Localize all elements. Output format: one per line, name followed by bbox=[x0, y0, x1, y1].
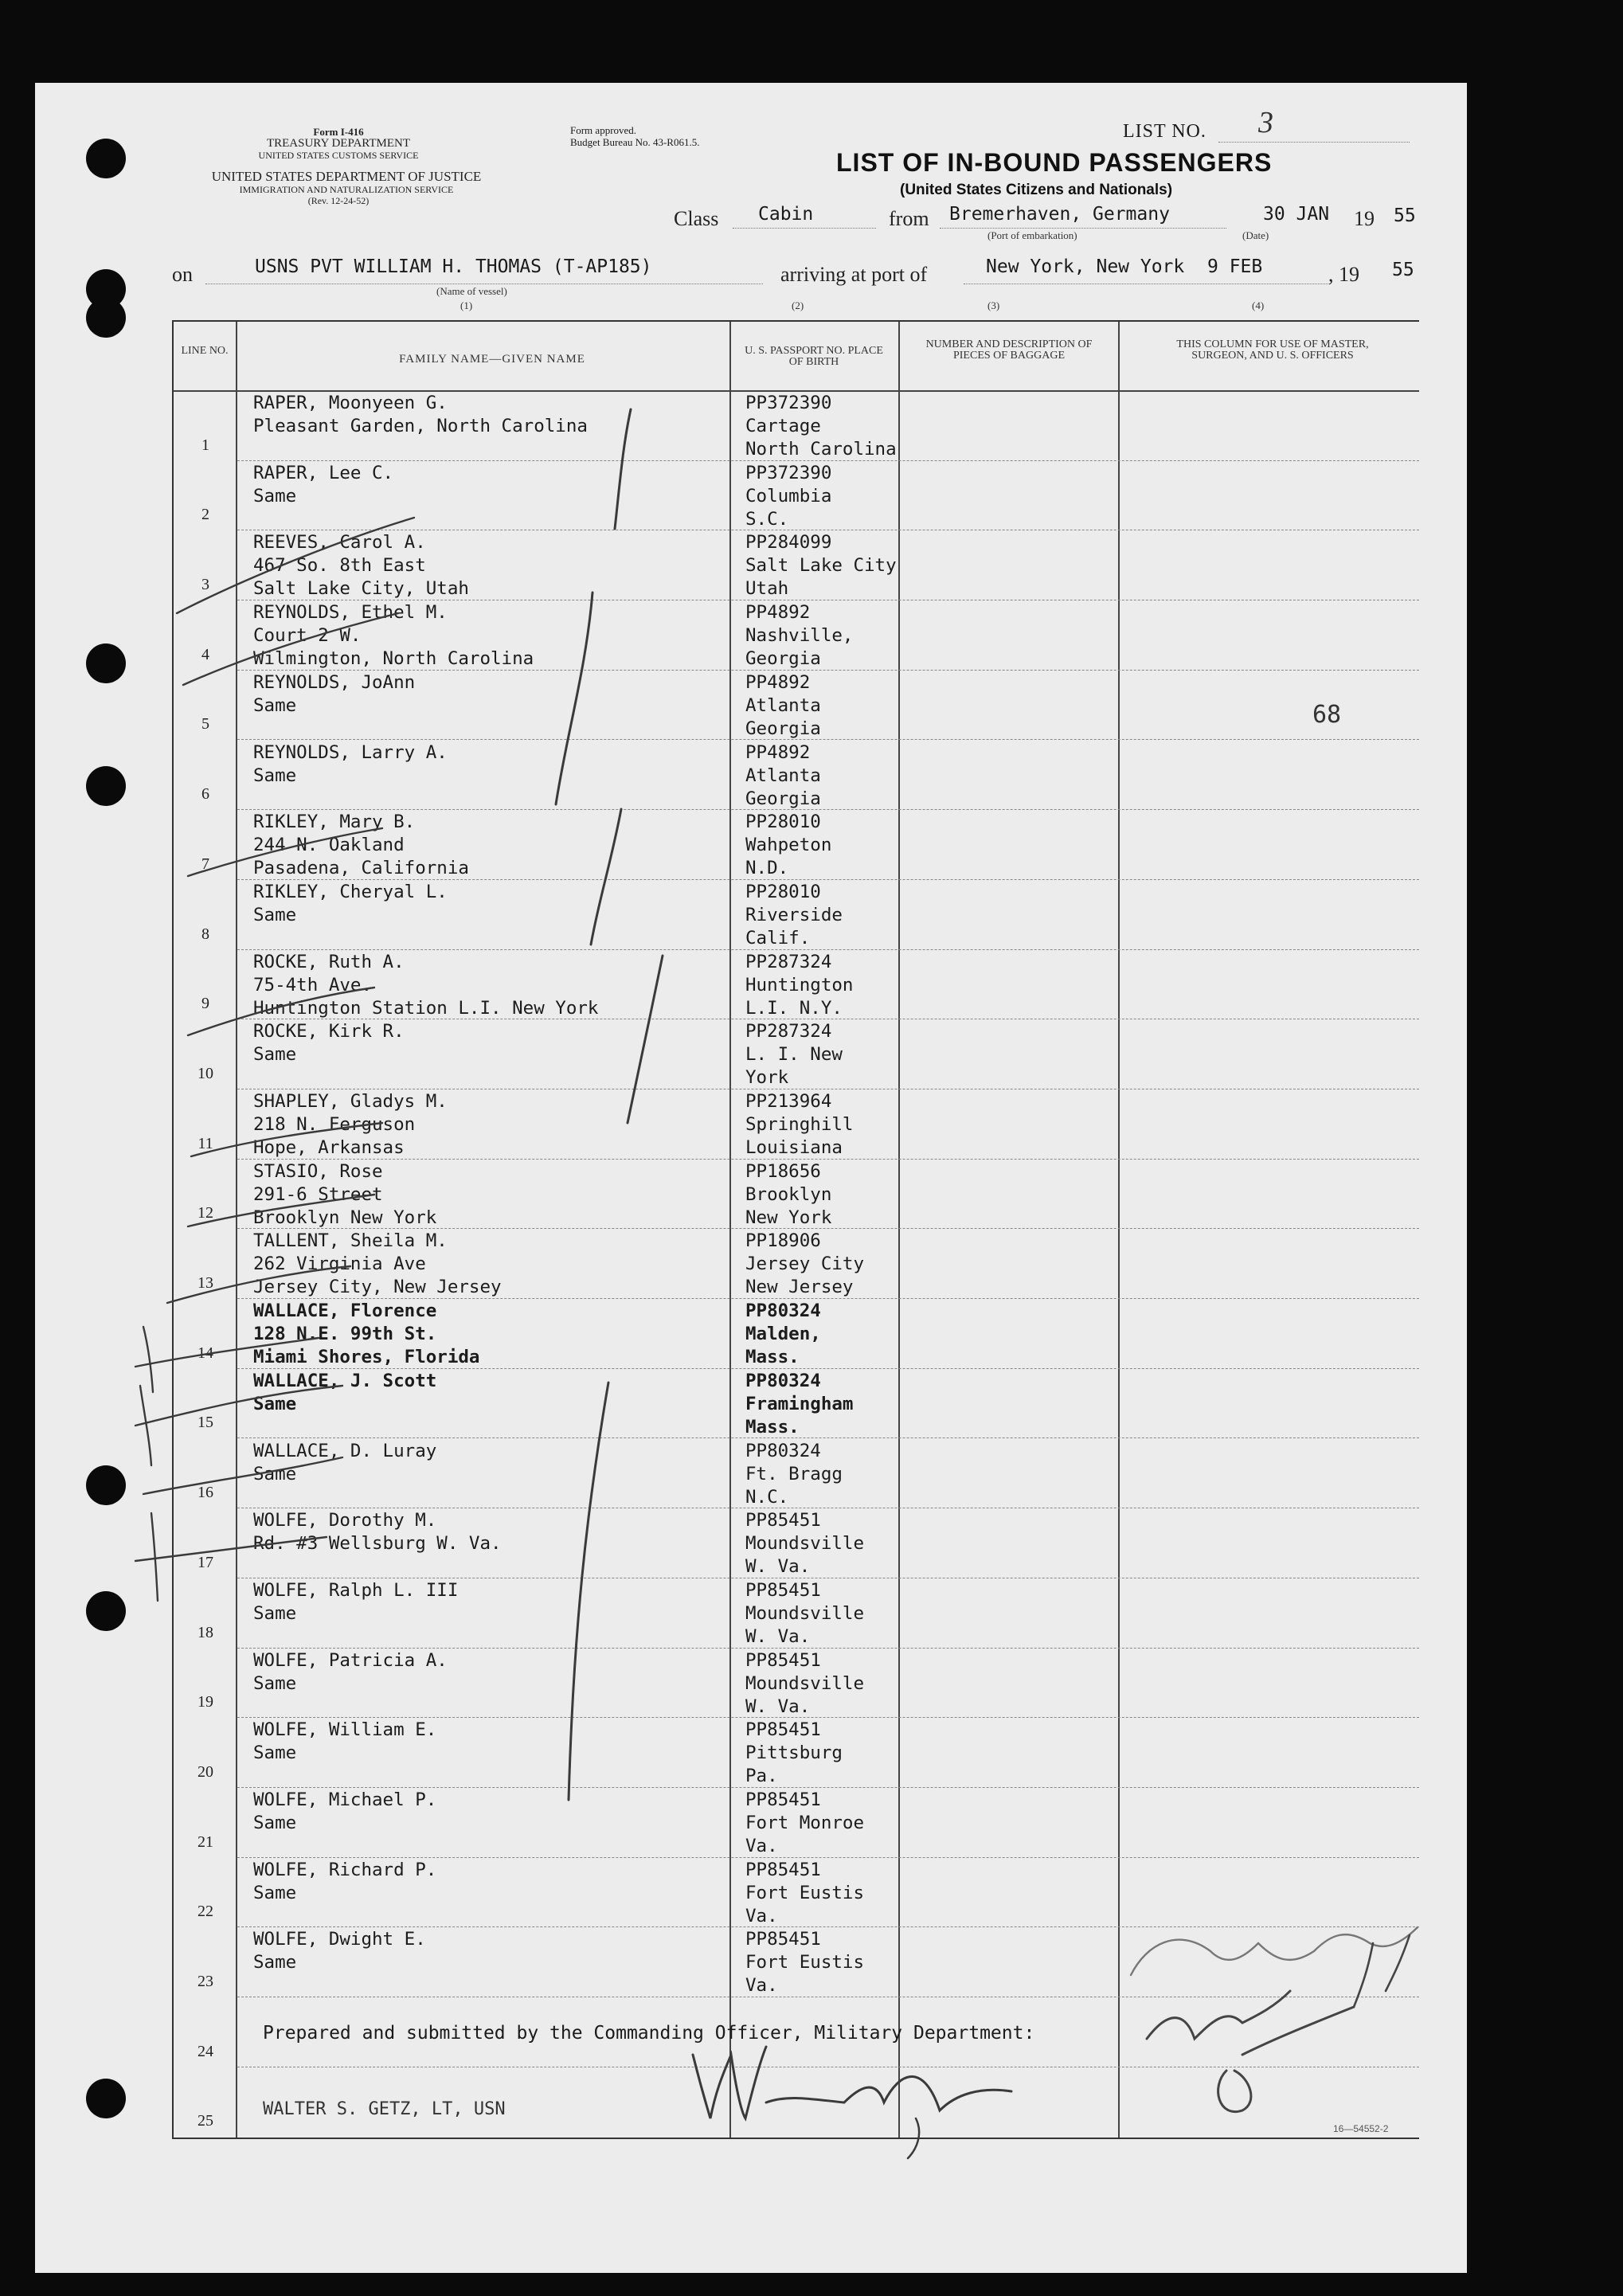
place-of-birth: W. Va. bbox=[745, 1696, 811, 1717]
line-number: 19 bbox=[197, 1693, 213, 1711]
place-of-birth: Va. bbox=[745, 1975, 778, 1997]
passenger-address: Salt Lake City, Utah bbox=[253, 578, 469, 600]
officer-note-stroke bbox=[1147, 1991, 1290, 2039]
place-of-birth: Framingham bbox=[745, 1393, 854, 1414]
check-mark bbox=[591, 809, 621, 945]
officer-note-stroke bbox=[1218, 2071, 1251, 2112]
passenger-address: Same bbox=[253, 1952, 297, 1973]
place-of-birth: Salt Lake City bbox=[745, 555, 897, 577]
place-of-birth: Georgia bbox=[745, 648, 821, 670]
line-number: 17 bbox=[197, 1553, 213, 1571]
passenger-name: RIKLEY, Cheryal L. bbox=[253, 881, 448, 902]
form-code: 16—54552-2 bbox=[1333, 2123, 1389, 2134]
check-mark bbox=[167, 1266, 350, 1303]
arrival-date: 9 FEB bbox=[1207, 256, 1263, 277]
passport-number: PP85451 bbox=[745, 1929, 821, 1950]
departure-date: 30 JAN bbox=[1263, 204, 1330, 225]
ins-label: IMMIGRATION AND NATURALIZATION SERVICE bbox=[239, 184, 454, 195]
passport-number: PP28010 bbox=[745, 812, 821, 833]
arriving-label: arriving at port of bbox=[780, 263, 928, 286]
passenger-address: Same bbox=[253, 1882, 297, 1903]
passport-number: PP80324 bbox=[745, 1440, 821, 1461]
place-of-birth: Riverside bbox=[745, 904, 843, 925]
customs-label: UNITED STATES CUSTOMS SERVICE bbox=[258, 150, 419, 161]
passport-number: PP4892 bbox=[745, 671, 811, 693]
passenger-address: Same bbox=[253, 1602, 297, 1624]
passenger-address: 467 So. 8th East bbox=[253, 555, 426, 577]
passenger-name: REYNOLDS, Larry A. bbox=[253, 741, 448, 763]
treasury-label: TREASURY DEPARTMENT bbox=[266, 137, 411, 150]
passenger-name: RAPER, Moonyeen G. bbox=[253, 393, 448, 413]
passport-number: PP85451 bbox=[745, 1649, 821, 1671]
place-of-birth: Wahpeton bbox=[745, 835, 832, 856]
on-label: on bbox=[172, 263, 193, 286]
passenger-address: Same bbox=[253, 1393, 297, 1414]
col3-caption: (3) bbox=[987, 299, 1000, 311]
line-number: 9 bbox=[201, 995, 209, 1013]
line-number: 3 bbox=[201, 576, 209, 594]
from-label: from bbox=[889, 207, 929, 230]
passenger-name: WOLFE, Richard P. bbox=[253, 1859, 437, 1880]
passenger-address: Same bbox=[253, 1463, 297, 1484]
check-mark bbox=[569, 1383, 608, 1800]
check-mark bbox=[135, 1386, 342, 1426]
margin-note: 68 bbox=[1312, 701, 1342, 729]
passenger-address: Same bbox=[253, 904, 297, 925]
page-subtitle: (United States Citizens and Nationals) bbox=[900, 182, 1173, 198]
form-number: Form I-416 bbox=[313, 126, 364, 138]
date-caption: (Date) bbox=[1242, 229, 1269, 241]
passenger-address: Rd. #3 Wellsburg W. Va. bbox=[253, 1533, 502, 1555]
passenger-name: REEVES, Carol A. bbox=[253, 532, 426, 553]
check-mark bbox=[183, 613, 398, 685]
passenger-name: WOLFE, Michael P. bbox=[253, 1789, 437, 1810]
signature-stroke bbox=[908, 2118, 919, 2158]
passenger-name: REYNOLDS, Ethel M. bbox=[253, 602, 448, 624]
check-mark bbox=[143, 1327, 153, 1392]
header-line-no: LINE NO. bbox=[181, 345, 229, 357]
passport-number: PP80324 bbox=[745, 1370, 821, 1391]
place-of-birth: Va. bbox=[745, 1836, 778, 1856]
passenger-address: Hope, Arkansas bbox=[253, 1137, 405, 1158]
arrival-port: New York, New York bbox=[986, 256, 1185, 277]
place-of-birth: L. I. New bbox=[745, 1044, 843, 1066]
passenger-name: WOLFE, Patricia A. bbox=[253, 1649, 448, 1671]
place-of-birth: Moundsville bbox=[745, 1533, 865, 1555]
passport-number: PP85451 bbox=[745, 1579, 821, 1601]
passenger-address: Miami Shores, Florida bbox=[253, 1347, 480, 1368]
budget-bureau: Budget Bureau No. 43-R061.5. bbox=[570, 136, 700, 148]
passport-number: PP287324 bbox=[745, 951, 832, 972]
passenger-address: Same bbox=[253, 765, 297, 786]
line-number: 5 bbox=[201, 715, 209, 733]
departure-year: 55 bbox=[1394, 205, 1416, 226]
passenger-name: WOLFE, William E. bbox=[253, 1719, 437, 1741]
class-value: Cabin bbox=[758, 204, 814, 225]
line-number: 8 bbox=[201, 925, 209, 943]
place-of-birth: Brooklyn bbox=[745, 1183, 832, 1205]
place-of-birth: Mass. bbox=[745, 1416, 800, 1437]
passenger-name: STASIO, Rose bbox=[253, 1160, 383, 1182]
line-number: 18 bbox=[197, 1623, 213, 1641]
place-of-birth: Atlanta bbox=[745, 694, 821, 716]
passenger-address: 128 N.E. 99th St. bbox=[253, 1324, 437, 1345]
place-of-birth: Nashville, bbox=[745, 625, 854, 647]
place-of-birth: Mass. bbox=[745, 1347, 800, 1368]
place-of-birth: Fort Eustis bbox=[745, 1952, 865, 1973]
passenger-name: ROCKE, Ruth A. bbox=[253, 951, 405, 972]
passport-number: PP284099 bbox=[745, 532, 832, 553]
passenger-address: Pleasant Garden, North Carolina bbox=[253, 416, 588, 436]
justice-label: UNITED STATES DEPARTMENT OF JUSTICE bbox=[211, 169, 482, 184]
passport-number: PP85451 bbox=[745, 1510, 821, 1531]
passport-number: PP287324 bbox=[745, 1021, 832, 1042]
form-approved: Form approved. bbox=[570, 124, 637, 136]
check-mark bbox=[135, 1537, 327, 1561]
check-mark bbox=[615, 409, 631, 529]
signature-stroke bbox=[766, 2077, 1011, 2111]
check-mark bbox=[140, 1386, 151, 1465]
line-number: 1 bbox=[201, 436, 209, 454]
signature-stroke bbox=[693, 2047, 766, 2118]
line-number: 14 bbox=[197, 1344, 213, 1362]
line-number: 4 bbox=[201, 645, 209, 663]
place-of-birth: N.D. bbox=[745, 858, 789, 879]
check-mark bbox=[151, 1513, 158, 1601]
line-number: 13 bbox=[197, 1274, 213, 1293]
col4-caption: (4) bbox=[1252, 299, 1265, 311]
arrival-year: 55 bbox=[1392, 260, 1414, 280]
passenger-name: TALLENT, Sheila M. bbox=[253, 1230, 448, 1252]
place-of-birth: Calif. bbox=[745, 927, 811, 949]
line-number: 20 bbox=[197, 1762, 213, 1781]
place-of-birth: Georgia bbox=[745, 718, 821, 739]
passenger-name: WOLFE, Ralph L. III bbox=[253, 1579, 459, 1601]
place-of-birth: Pa. bbox=[745, 1766, 778, 1787]
place-of-birth: North Carolina bbox=[745, 439, 897, 460]
line-number: 24 bbox=[197, 2042, 213, 2060]
line-number: 11 bbox=[197, 1134, 213, 1152]
line-number: 7 bbox=[201, 855, 209, 873]
place-of-birth: Pittsburg bbox=[745, 1743, 843, 1764]
list-no-value: 3 bbox=[1258, 106, 1273, 139]
passport-number: PP4892 bbox=[745, 602, 811, 624]
passenger-name: REYNOLDS, JoAnn bbox=[253, 671, 416, 693]
place-of-birth: Moundsville bbox=[745, 1672, 865, 1694]
place-of-birth: Fort Monroe bbox=[745, 1813, 865, 1833]
check-mark bbox=[135, 1338, 319, 1367]
col1-caption: (1) bbox=[460, 299, 473, 311]
revision-label: (Rev. 12-24-52) bbox=[307, 195, 370, 206]
place-of-birth: Cartage bbox=[745, 416, 821, 436]
prepared-statement: Prepared and submitted by the Commanding Officer, Military Department: bbox=[263, 2023, 1035, 2044]
passenger-address: Same bbox=[253, 1672, 297, 1694]
place-of-birth: W. Va. bbox=[745, 1625, 811, 1647]
passenger-address: Jersey City, New Jersey bbox=[253, 1277, 502, 1298]
passenger-address: 218 N. Ferguson bbox=[253, 1114, 416, 1135]
line-number: 23 bbox=[197, 1973, 213, 1991]
line-number: 25 bbox=[197, 2112, 213, 2130]
passenger-address: Court 2 W. bbox=[253, 625, 362, 647]
passenger-address: Same bbox=[253, 485, 297, 507]
passport-number: PP85451 bbox=[745, 1719, 821, 1741]
place-of-birth: Louisiana bbox=[745, 1137, 843, 1158]
place-of-birth: Va. bbox=[745, 1905, 778, 1926]
passenger-name: WALLACE, D. Luray bbox=[253, 1440, 437, 1461]
passenger-address: 262 Virginia Ave bbox=[253, 1254, 426, 1275]
passport-number: PP213964 bbox=[745, 1091, 832, 1112]
place-of-birth: Utah bbox=[745, 578, 789, 600]
line-number: 12 bbox=[197, 1204, 213, 1222]
passenger-address: Same bbox=[253, 1813, 297, 1833]
header-officers: THIS COLUMN FOR USE OF MASTER, SURGEON, AND U. S. OFFICERS bbox=[1176, 338, 1369, 362]
place-of-birth: N.C. bbox=[745, 1486, 789, 1508]
place-of-birth: Moundsville bbox=[745, 1602, 865, 1624]
passport-number: PP18906 bbox=[745, 1230, 821, 1252]
arrival-prefix: , 19 bbox=[1328, 263, 1359, 286]
passport-number: PP80324 bbox=[745, 1301, 821, 1322]
passenger-address: 291-6 Street bbox=[253, 1183, 383, 1205]
passenger-address: Same bbox=[253, 694, 297, 716]
passenger-name: WALLACE, J. Scott bbox=[253, 1370, 437, 1391]
port-of-embarkation: Bremerhaven, Germany bbox=[949, 204, 1170, 225]
passenger-address: 75-4th Ave. bbox=[253, 974, 373, 995]
place-of-birth: Huntington bbox=[745, 974, 854, 995]
passenger-address: Same bbox=[253, 1743, 297, 1764]
line-number: 21 bbox=[197, 1832, 213, 1851]
place-of-birth: Fort Eustis bbox=[745, 1882, 865, 1903]
class-label: Class bbox=[674, 207, 719, 230]
line-number: 16 bbox=[197, 1484, 213, 1502]
place-of-birth: New Jersey bbox=[745, 1277, 854, 1298]
line-number: 10 bbox=[197, 1064, 213, 1082]
check-mark bbox=[143, 1457, 342, 1494]
check-mark bbox=[188, 988, 374, 1035]
passenger-address: Same bbox=[253, 1044, 297, 1066]
passport-number: PP85451 bbox=[745, 1789, 821, 1810]
passport-number: PP18656 bbox=[745, 1160, 821, 1182]
passenger-address: Brooklyn New York bbox=[253, 1207, 437, 1228]
header-name: FAMILY NAME—GIVEN NAME bbox=[399, 353, 585, 366]
check-mark bbox=[556, 593, 592, 804]
place-of-birth: Ft. Bragg bbox=[745, 1463, 843, 1484]
header-baggage: NUMBER AND DESCRIPTION OF PIECES OF BAGGAGE bbox=[925, 338, 1093, 362]
place-of-birth: Malden, bbox=[745, 1324, 821, 1345]
place-of-birth: W. Va. bbox=[745, 1556, 811, 1578]
place-of-birth: New York bbox=[745, 1207, 832, 1228]
vessel-name: USNS PVT WILLIAM H. THOMAS (T-AP185) bbox=[255, 256, 652, 277]
passenger-name: WALLACE, Florence bbox=[253, 1301, 437, 1322]
passenger-address: Wilmington, North Carolina bbox=[253, 648, 534, 670]
passenger-address: Huntington Station L.I. New York bbox=[253, 997, 599, 1019]
passport-number: PP372390 bbox=[745, 462, 832, 483]
line-number: 6 bbox=[201, 785, 209, 804]
place-of-birth: L.I. N.Y. bbox=[745, 997, 843, 1019]
line-number: 15 bbox=[197, 1414, 213, 1432]
line-number: 2 bbox=[201, 506, 209, 524]
line-number: 22 bbox=[197, 1903, 213, 1921]
place-of-birth: Georgia bbox=[745, 788, 821, 809]
place-of-birth: Atlanta bbox=[745, 765, 821, 786]
officer-name: WALTER S. GETZ, LT, USN bbox=[263, 2099, 506, 2119]
place-of-birth: York bbox=[745, 1067, 789, 1089]
check-mark bbox=[188, 1195, 374, 1226]
passport-number: PP85451 bbox=[745, 1859, 821, 1880]
passenger-name: WOLFE, Dorothy M. bbox=[253, 1510, 437, 1531]
officer-note-stroke bbox=[1131, 1927, 1418, 1975]
passenger-name: RAPER, Lee C. bbox=[253, 462, 394, 483]
header-passport: U. S. PASSPORT NO. PLACE OF BIRTH bbox=[745, 345, 883, 368]
passport-number: PP28010 bbox=[745, 881, 821, 902]
date-prefix: 19 bbox=[1354, 207, 1375, 230]
passenger-name: ROCKE, Kirk R. bbox=[253, 1021, 405, 1042]
passenger-address: 244 N. Oakland bbox=[253, 835, 405, 856]
check-mark bbox=[191, 1123, 382, 1156]
passenger-address: Pasadena, California bbox=[253, 858, 469, 879]
passenger-name: WOLFE, Dwight E. bbox=[253, 1929, 426, 1950]
place-of-birth: Jersey City bbox=[745, 1254, 865, 1275]
check-mark bbox=[628, 956, 663, 1123]
page-title: LIST OF IN-BOUND PASSENGERS bbox=[836, 148, 1273, 177]
check-mark bbox=[188, 828, 382, 876]
check-mark bbox=[177, 518, 414, 613]
port-caption: (Port of embarkation) bbox=[987, 229, 1077, 241]
place-of-birth: Columbia bbox=[745, 485, 832, 507]
passport-number: PP4892 bbox=[745, 741, 811, 763]
place-of-birth: Springhill bbox=[745, 1114, 854, 1135]
passenger-name: SHAPLEY, Gladys M. bbox=[253, 1091, 448, 1112]
place-of-birth: S.C. bbox=[745, 508, 789, 530]
passport-number: PP372390 bbox=[745, 393, 832, 413]
list-no-label: LIST NO. bbox=[1123, 121, 1206, 142]
passenger-name: RIKLEY, Mary B. bbox=[253, 812, 416, 833]
col2-caption: (2) bbox=[792, 299, 804, 311]
vessel-caption: (Name of vessel) bbox=[436, 285, 507, 297]
